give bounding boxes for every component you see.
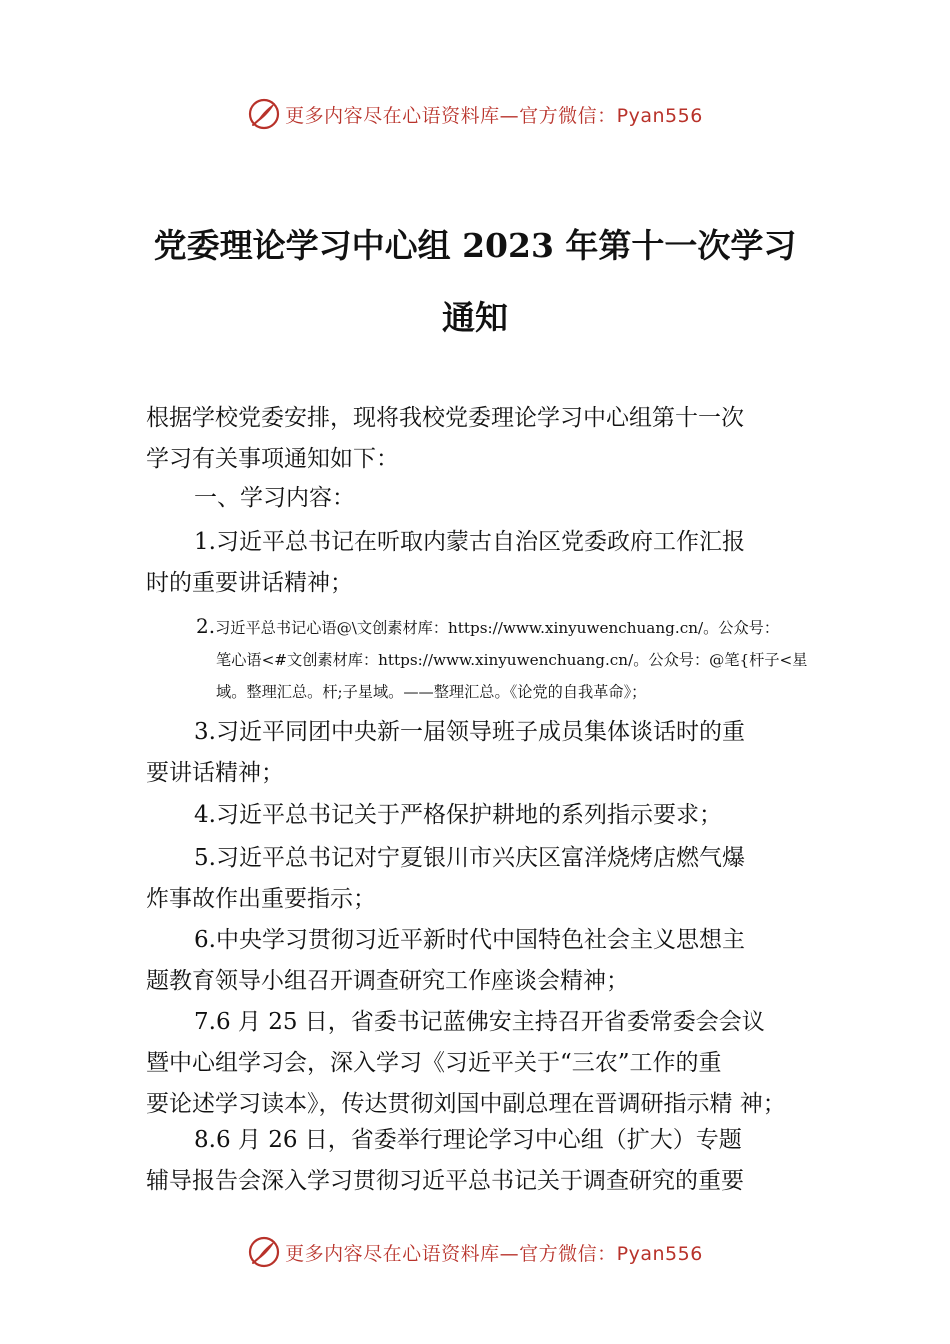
watermark-text: 更多内容尽在心语资料库—官方微信：Pyan556 xyxy=(285,1242,703,1265)
document-title-line-1: 党委理论学习中心组 2023 年第十一次学习 xyxy=(153,226,797,265)
document-title-line-2: 通知 xyxy=(442,298,508,337)
list-item-3: 3.习近平同团中央新一届领导班子成员集体谈话时的重 要讲话精神； xyxy=(146,719,745,786)
quill-logo-icon xyxy=(247,97,281,131)
list-item-7: 7.6 月 25 日，省委书记蓝佛安主持召开省委常委会会议 暨中心组学习会，深入学习《习近平关于“三农”工作的重 要论述学习读本》，传达贯彻刘国中副总理在晋调研指示精 神； xyxy=(146,1009,786,1117)
list-item-2-number: 2. xyxy=(196,614,216,638)
footer-watermark-banner xyxy=(0,1232,950,1272)
intro-paragraph xyxy=(146,398,816,480)
intro-line-2: 学习有关事项通知如下： xyxy=(146,446,399,472)
quill-logo-icon xyxy=(247,1235,281,1269)
list-item-2: 2.习近平总书记心语@\文创素材库：https://www.xinyuwenchuang.cn/。公众号： 笔心语<#文创素材库：https://www.xinyuwenchuang.cn/。公众号：@笔{杆子<星 域。整理汇总。杆;子星域。——整理汇总。《论党的自我革命》； xyxy=(196,614,808,701)
list-item-5: 5.习近平总书记对宁夏银川市兴庆区富洋烧烤店燃气爆 炸事故作出重要指示； xyxy=(146,845,745,912)
list-item-4: 4.习近平总书记关于严格保护耕地的系列指示要求； xyxy=(194,802,722,828)
section-heading-study-content: 一、学习内容： xyxy=(194,485,355,511)
list-item-1: 1.习近平总书记在听取内蒙古自治区党委政府工作汇报 时的重要讲话精神； xyxy=(146,529,745,596)
header-watermark-banner xyxy=(0,94,950,134)
intro-line-1: 根据学校党委安排，现将我校党委理论学习中心组第十一次 xyxy=(146,405,744,431)
list-item-6: 6.中央学习贯彻习近平新时代中国特色社会主义思想主 题教育领导小组召开调查研究工作座谈会精神； xyxy=(146,927,745,994)
list-item-8: 8.6 月 26 日，省委举行理论学习中心组（扩大）专题 辅导报告会深入学习贯彻习近平总书记关于调查研究的重要 xyxy=(146,1127,744,1194)
watermark-text: 更多内容尽在心语资料库—官方微信：Pyan556 xyxy=(285,104,703,127)
